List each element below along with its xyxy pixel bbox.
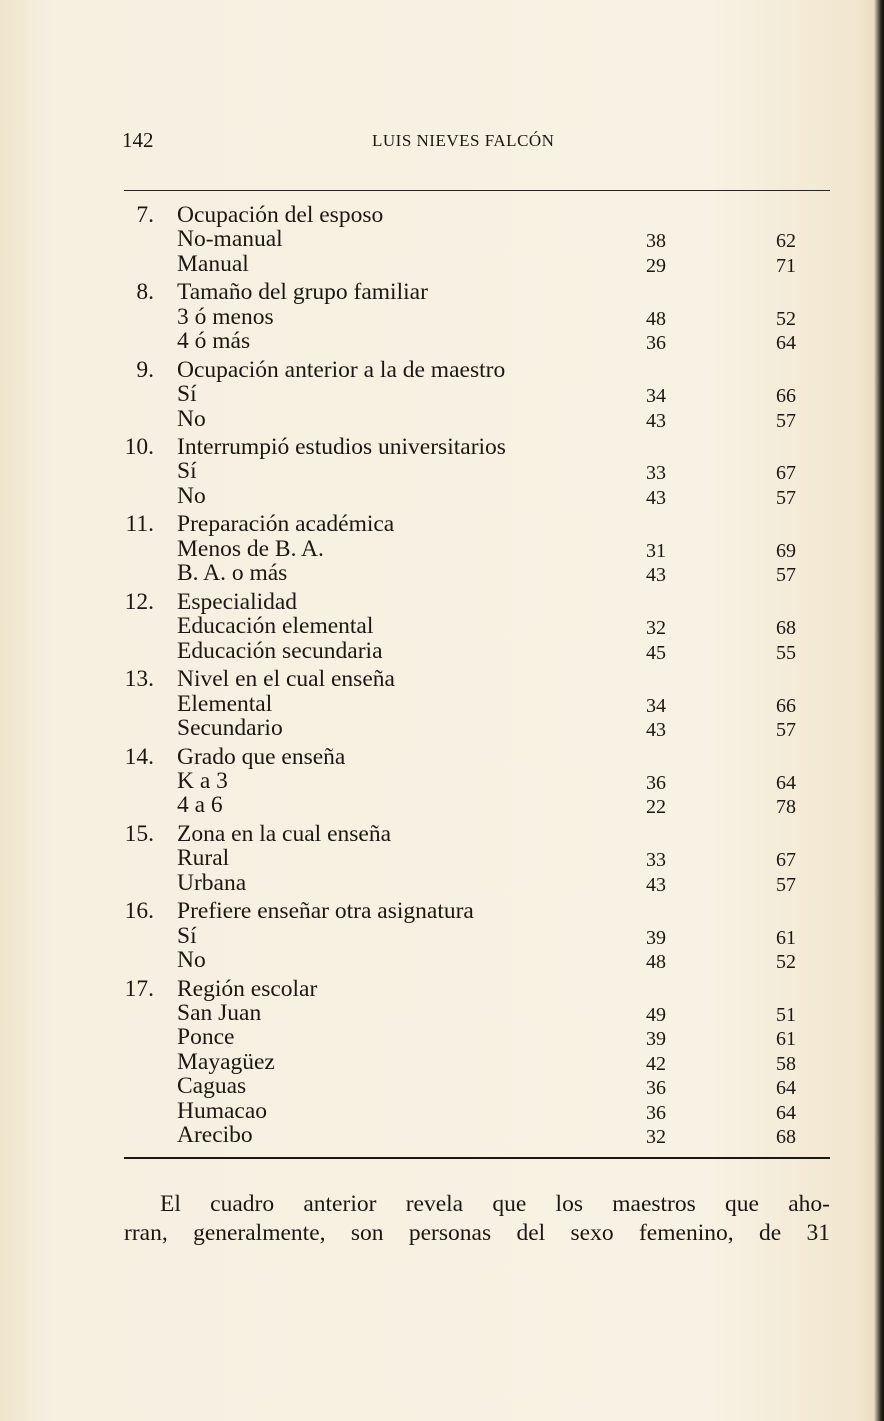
page-header	[122, 128, 830, 156]
row-label: Arecibo	[177, 1121, 253, 1148]
table-row	[124, 1074, 830, 1098]
page-number: 142	[122, 128, 154, 152]
item-number: 7.	[136, 202, 154, 228]
table-group	[124, 203, 830, 276]
row-label: Educación elemental	[177, 613, 374, 640]
group-title: Ocupación del esposo	[177, 202, 384, 228]
value-col-1: 32	[646, 617, 666, 640]
value-col-1: 33	[646, 849, 666, 872]
table-row	[124, 692, 830, 716]
table-row	[124, 769, 830, 793]
item-number: 14.	[124, 743, 154, 770]
item-number: 12.	[124, 588, 154, 615]
group-heading	[124, 590, 830, 614]
item-number: 16.	[124, 898, 154, 925]
table-group	[124, 899, 830, 972]
table-row	[124, 716, 830, 740]
row-label: 4 ó más	[177, 328, 251, 355]
value-col-2: 57	[776, 564, 796, 587]
group-title: Zona en la cual enseña	[177, 820, 392, 847]
value-col-1: 22	[646, 796, 666, 819]
table-row	[124, 227, 830, 251]
value-col-1: 43	[646, 409, 666, 432]
group-title: Nivel en el cual enseña	[177, 666, 395, 693]
table-group	[124, 512, 830, 585]
table-top-rule	[124, 190, 830, 191]
table-row	[124, 1001, 830, 1025]
value-col-2: 61	[776, 926, 796, 949]
row-label: Manual	[177, 250, 249, 277]
group-title: Región escolar	[177, 975, 318, 1002]
row-label: Sí	[177, 922, 197, 949]
item-number: 17.	[124, 975, 154, 1002]
group-heading	[124, 899, 830, 923]
table-row	[124, 1025, 830, 1049]
group-heading	[124, 745, 830, 769]
row-label: 3 ó menos	[177, 303, 274, 330]
table-row	[124, 252, 830, 276]
value-col-2: 52	[776, 951, 796, 974]
table-row	[124, 793, 830, 817]
item-number: 15.	[124, 820, 154, 847]
table-group	[124, 280, 830, 353]
value-col-2: 58	[776, 1052, 796, 1075]
group-heading	[124, 822, 830, 846]
value-col-2: 57	[776, 718, 796, 741]
value-col-1: 36	[646, 1101, 666, 1124]
group-title: Interrumpió estudios universitarios	[177, 434, 506, 461]
table-row	[124, 639, 830, 663]
item-number: 10.	[124, 434, 154, 461]
table-row	[124, 614, 830, 638]
row-label: B. A. o más	[177, 560, 288, 587]
value-col-1: 43	[646, 486, 666, 509]
row-label: Ponce	[177, 1024, 235, 1051]
value-col-2: 57	[776, 409, 796, 432]
value-col-2: 57	[776, 486, 796, 509]
row-label: Menos de B. A.	[177, 535, 324, 562]
group-heading	[124, 358, 830, 382]
value-col-1: 42	[646, 1052, 666, 1075]
row-label: Caguas	[177, 1073, 247, 1100]
value-col-1: 49	[646, 1003, 666, 1026]
value-col-1: 38	[646, 230, 666, 253]
body-paragraph	[124, 1190, 830, 1248]
value-col-2: 64	[776, 1077, 796, 1100]
row-label: Sí	[177, 458, 197, 485]
value-col-1: 48	[646, 951, 666, 974]
table-row	[124, 948, 830, 972]
table-group	[124, 667, 830, 740]
table-row	[124, 484, 830, 508]
table-group	[124, 745, 830, 818]
value-col-2: 62	[776, 230, 796, 253]
group-heading	[124, 280, 830, 304]
table-group	[124, 822, 830, 895]
row-label: No-manual	[177, 226, 283, 253]
table-group	[124, 435, 830, 508]
table-row	[124, 459, 830, 483]
table-row	[124, 1123, 830, 1147]
value-col-1: 43	[646, 718, 666, 741]
value-col-1: 43	[646, 873, 666, 896]
value-col-1: 29	[646, 254, 666, 277]
item-number: 8.	[136, 279, 154, 306]
group-heading	[124, 977, 830, 1001]
value-col-2: 71	[776, 254, 796, 277]
table-row	[124, 1050, 830, 1074]
row-label: San Juan	[177, 999, 262, 1026]
paragraph-line: El cuadro anterior revela que los maestros que aho-	[160, 1191, 830, 1217]
row-label: Sí	[177, 381, 197, 408]
row-label: Educación secundaria	[177, 637, 383, 664]
table-bottom-rule	[124, 1157, 830, 1159]
value-col-2: 61	[776, 1028, 796, 1051]
row-label: Urbana	[177, 869, 247, 896]
table-row	[124, 329, 830, 353]
table-row	[124, 561, 830, 585]
value-col-1: 34	[646, 385, 666, 408]
value-col-1: 36	[646, 1077, 666, 1100]
group-title: Tamaño del grupo familiar	[177, 279, 428, 306]
value-col-2: 67	[776, 849, 796, 872]
group-heading	[124, 512, 830, 536]
group-heading	[124, 435, 830, 459]
group-title: Preparación académica	[177, 511, 395, 538]
value-col-1: 36	[646, 332, 666, 355]
group-heading	[124, 667, 830, 691]
value-col-2: 52	[776, 307, 796, 330]
group-title: Grado que enseña	[177, 743, 346, 770]
value-col-1: 32	[646, 1125, 666, 1148]
row-label: No	[177, 947, 206, 974]
value-col-1: 31	[646, 539, 666, 562]
item-number: 9.	[136, 356, 154, 383]
table-row	[124, 1099, 830, 1123]
paragraph-line: rran, generalmente, son personas del sexo femenino, de 31	[124, 1220, 830, 1246]
value-col-2: 64	[776, 1101, 796, 1124]
value-col-1: 33	[646, 462, 666, 485]
table-row	[124, 871, 830, 895]
table-group	[124, 358, 830, 431]
value-col-2: 51	[776, 1003, 796, 1026]
value-col-2: 64	[776, 771, 796, 794]
table-group	[124, 590, 830, 663]
value-col-2: 68	[776, 1125, 796, 1148]
row-label: No	[177, 405, 206, 432]
value-col-2: 69	[776, 539, 796, 562]
row-label: Secundario	[177, 714, 283, 741]
value-col-1: 43	[646, 564, 666, 587]
value-col-2: 57	[776, 873, 796, 896]
row-label: Elemental	[177, 690, 273, 717]
value-col-1: 39	[646, 1028, 666, 1051]
value-col-1: 48	[646, 307, 666, 330]
value-col-1: 45	[646, 641, 666, 664]
value-col-2: 78	[776, 796, 796, 819]
value-col-2: 66	[776, 385, 796, 408]
table-row	[124, 846, 830, 870]
row-label: Humacao	[177, 1097, 268, 1124]
value-col-2: 67	[776, 462, 796, 485]
data-table	[124, 203, 830, 1147]
running-head: LUIS NIEVES FALCÓN	[372, 131, 555, 150]
value-col-1: 34	[646, 694, 666, 717]
group-title: Especialidad	[177, 588, 298, 615]
row-label: 4 a 6	[177, 792, 223, 819]
table-group	[124, 977, 830, 1148]
row-label: Mayagüez	[177, 1048, 275, 1075]
group-title: Prefiere enseñar otra asignatura	[177, 898, 474, 925]
row-label: K a 3	[177, 767, 228, 794]
item-number: 11.	[125, 511, 154, 538]
table-row	[124, 382, 830, 406]
table-row	[124, 305, 830, 329]
value-col-2: 66	[776, 694, 796, 717]
table-row	[124, 537, 830, 561]
table-row	[124, 407, 830, 431]
value-col-1: 36	[646, 771, 666, 794]
value-col-2: 68	[776, 617, 796, 640]
group-heading	[124, 203, 830, 227]
value-col-2: 55	[776, 641, 796, 664]
value-col-1: 39	[646, 926, 666, 949]
row-label: No	[177, 482, 206, 509]
value-col-2: 64	[776, 332, 796, 355]
page-edge-shadow	[874, 0, 884, 1421]
item-number: 13.	[124, 666, 154, 693]
table-row	[124, 924, 830, 948]
group-title: Ocupación anterior a la de maestro	[177, 356, 506, 383]
row-label: Rural	[177, 845, 230, 872]
